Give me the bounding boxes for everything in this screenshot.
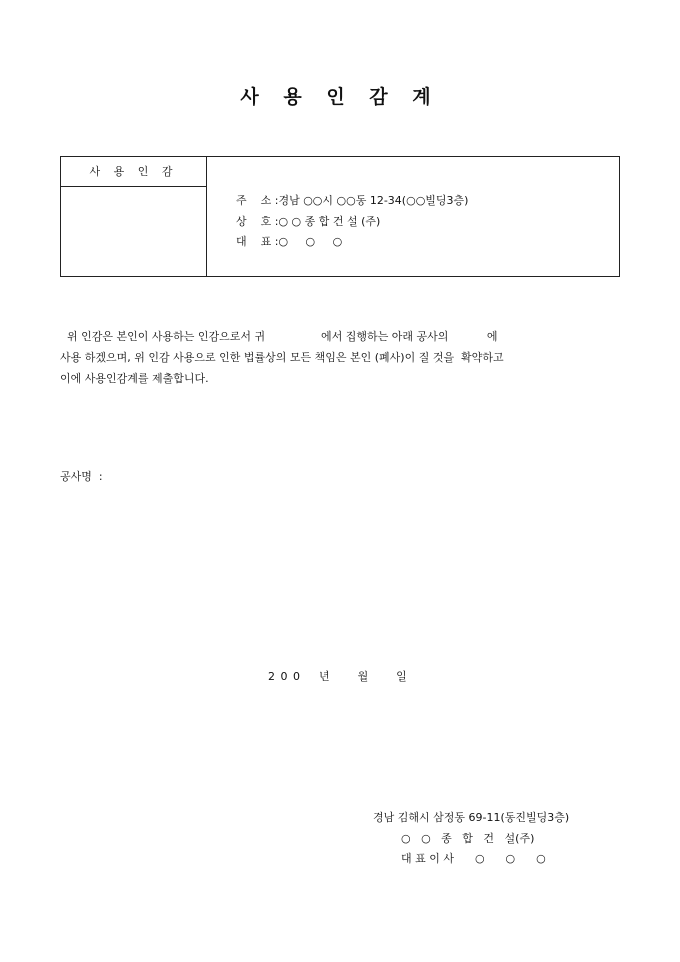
seal-stamp-area [61,187,206,276]
address-value: 경남 ○○시 ○○동 12-34(○○빌딩3층) [278,194,469,207]
ceo-row [236,232,468,253]
footer-company: ○ ○ 종 합 건 설(주) [401,831,535,845]
ceo-label: 대 표 : [236,235,279,248]
statement-line-2: 사용 하겠으며, 위 인감 사용으로 인한 법률상의 모든 책임은 본인 (폐사)이 질 것을 확약하고 [60,351,504,364]
footer-address: 경남 김해시 삼정동 69-11(동진빌딩3층) [373,811,570,824]
project-name-label: 공사명 : [60,470,103,483]
statement-paragraph [60,326,630,389]
seal-header: 사 용 인 감 [61,157,206,187]
statement-line-3: 이에 사용인감계를 제출합니다. [60,372,209,385]
document-title: 사 용 인 감 계 [240,86,440,108]
footer-ceo: 대 표 이 사 ○ ○ ○ [401,852,546,865]
ceo-value: ○ ○ ○ [278,235,343,248]
date-line: 2 0 0 년 월 일 [268,670,408,683]
seal-column [61,157,207,276]
signature-block [373,808,569,870]
company-value: ○ ○ 종 합 건 설 (주) [278,214,381,228]
statement-line-1: 위 인감은 본인이 사용하는 인감으로서 귀 에서 집행하는 아래 공사의 에 [60,330,498,343]
address-row [236,191,468,212]
seal-registration-table [60,156,620,277]
company-row [236,212,468,233]
company-label: 상 호 : [236,214,279,228]
address-label: 주 소 : [236,194,279,207]
company-info [236,191,468,253]
